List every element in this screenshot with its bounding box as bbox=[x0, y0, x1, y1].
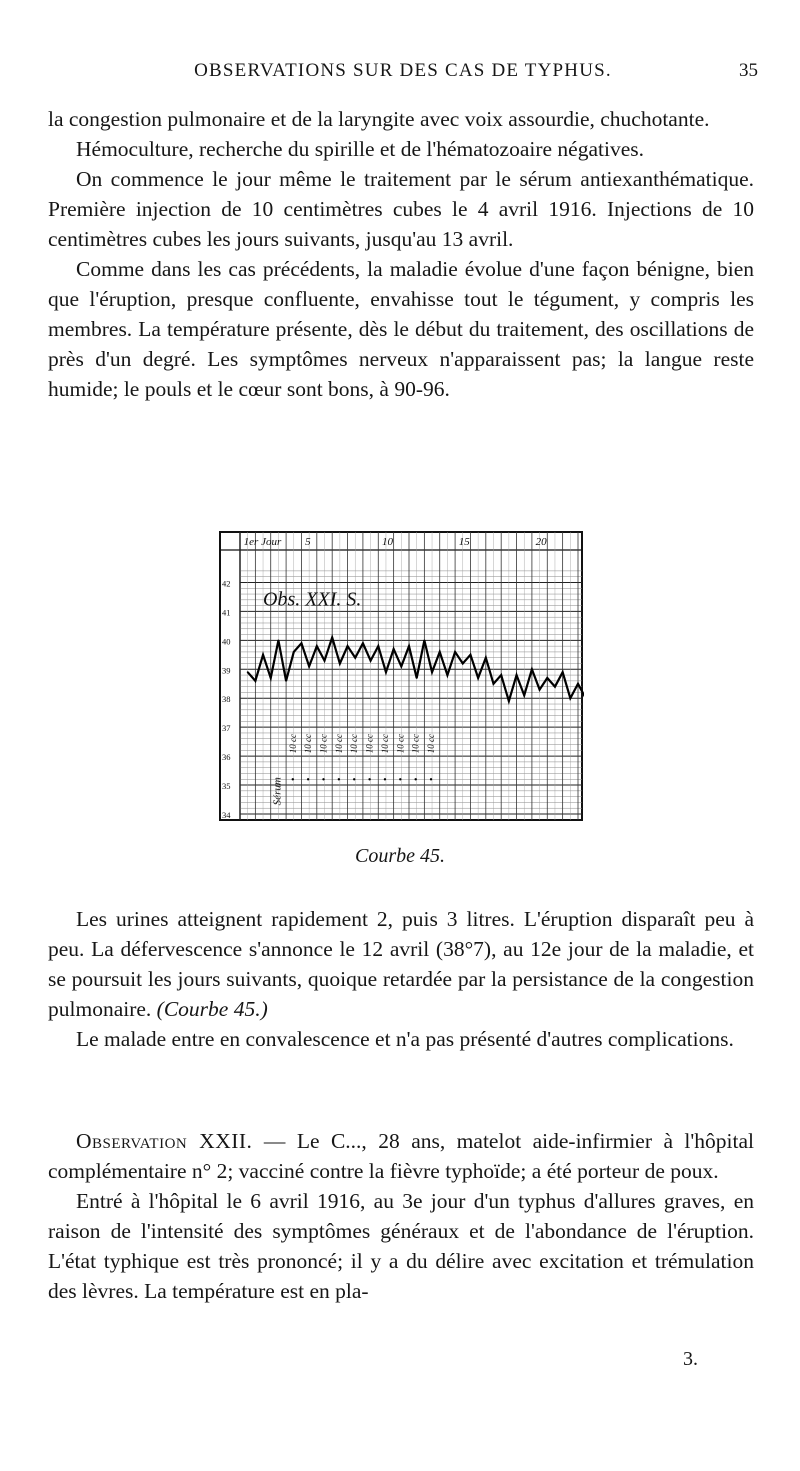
serum-dose-label: 10 cc bbox=[318, 733, 329, 754]
temperature-point bbox=[500, 674, 502, 676]
temperature-point bbox=[377, 645, 379, 647]
temperature-point bbox=[339, 663, 341, 665]
temperature-point bbox=[247, 671, 249, 673]
day-label: 10 bbox=[381, 536, 393, 548]
temperature-point bbox=[439, 651, 441, 653]
temperature-point bbox=[539, 689, 541, 691]
day-label: 5 bbox=[305, 536, 311, 548]
temperature-point bbox=[278, 639, 280, 641]
temperature-point bbox=[454, 651, 456, 653]
y-tick-label: 38 bbox=[222, 694, 231, 705]
temperature-line bbox=[248, 637, 584, 741]
temperature-point bbox=[354, 657, 356, 659]
temperature-point bbox=[562, 671, 564, 673]
serum-dose-mark bbox=[384, 778, 386, 780]
serum-dose-mark bbox=[430, 778, 432, 780]
temperature-point bbox=[362, 642, 364, 644]
serum-dose-label: 10 cc bbox=[287, 733, 298, 754]
observation-block bbox=[48, 1126, 754, 1306]
serum-dose-label: 10 cc bbox=[410, 733, 421, 754]
y-tick-label: 40 bbox=[222, 636, 231, 647]
temperature-point bbox=[301, 642, 303, 644]
temperature-point bbox=[523, 694, 525, 696]
y-tick-label: 37 bbox=[222, 723, 231, 734]
serum-dose-mark bbox=[353, 778, 355, 780]
paragraph-5-text: Les urines atteignent rapidement 2, puis 3 litres. L'éruption disparaît peu à peu. La défervescence s'annonce le 12 avril (38°7), au 12e jour de la maladie, et se poursuit les jours suivants, quoique retardée par la persistance de la congestion pulmonaire. bbox=[48, 907, 754, 1021]
paragraph-3: On commence le jour même le traitement par le sérum antiexanthématique. Première injection de 10 centimètres cubes le 4 avril 1916. Injections de 10 centimètres cubes les jours suivants, jusqu'au 13 avril. bbox=[48, 167, 754, 251]
serum-label: Sérum bbox=[271, 777, 284, 806]
observation-text: — Le C..., 28 ans, matelot aide-infirmier à l'hôpital complémentaire n° 2; vacciné contre la fièvre typhoïde; a été porteur de poux. bbox=[48, 1129, 754, 1183]
temperature-point bbox=[347, 645, 349, 647]
page-number: 35 bbox=[739, 60, 758, 81]
curve-reference: (Courbe 45.) bbox=[156, 997, 268, 1021]
temperature-point bbox=[393, 648, 395, 650]
temperature-point bbox=[308, 666, 310, 668]
serum-dose-mark bbox=[414, 778, 416, 780]
y-tick-label: 39 bbox=[222, 665, 231, 676]
paragraph-5 bbox=[48, 904, 754, 1024]
temperature-point bbox=[531, 668, 533, 670]
temperature-chart bbox=[218, 530, 584, 822]
observation-paragraph-2: Entré à l'hôpital le 6 avril 1916, au 3e jour d'un typhus d'allures graves, en raison de l'intensité des symptômes généraux et de l'abondance de l'éruption. L'état typhique est très prononcé; il y a du délire avec excitation et trémulation des lèvres. La température est en pla- bbox=[48, 1189, 754, 1303]
temperature-point bbox=[408, 645, 410, 647]
chart-caption: Courbe 45. bbox=[355, 845, 445, 867]
temperature-point bbox=[293, 651, 295, 653]
signature-mark: 3. bbox=[683, 1348, 698, 1370]
temperature-point bbox=[431, 671, 433, 673]
temperature-point bbox=[577, 683, 579, 685]
temperature-point bbox=[262, 654, 264, 656]
serum-dose-label: 10 cc bbox=[333, 733, 344, 754]
temperature-point bbox=[385, 671, 387, 673]
temperature-point bbox=[470, 654, 472, 656]
temperature-point bbox=[516, 674, 518, 676]
chart-border bbox=[220, 532, 582, 820]
day-label: 20 bbox=[535, 536, 547, 548]
temperature-point bbox=[477, 677, 479, 679]
temperature-point bbox=[254, 680, 256, 682]
temperature-point bbox=[324, 660, 326, 662]
temperature-point bbox=[416, 677, 418, 679]
serum-dose-mark bbox=[322, 778, 324, 780]
observation-paragraph bbox=[48, 1126, 754, 1186]
temperature-point bbox=[508, 700, 510, 702]
y-tick-label: 35 bbox=[222, 781, 231, 792]
temperature-point bbox=[370, 660, 372, 662]
serum-dose-label: 10 cc bbox=[364, 733, 375, 754]
y-tick-label: 41 bbox=[222, 607, 231, 618]
serum-dose-label: 10 cc bbox=[349, 733, 360, 754]
serum-dose-label: 10 cc bbox=[426, 733, 437, 754]
serum-dose-label: 10 cc bbox=[395, 733, 406, 754]
temperature-point bbox=[331, 637, 333, 639]
temperature-point bbox=[285, 680, 287, 682]
y-tick-label: 36 bbox=[222, 752, 231, 763]
serum-dose-mark bbox=[338, 778, 340, 780]
observation-heading: Observation XXII. bbox=[76, 1129, 253, 1153]
temperature-point bbox=[423, 639, 425, 641]
day-label: 1er Jour bbox=[243, 536, 282, 548]
temperature-point bbox=[554, 686, 556, 688]
text-block-top bbox=[48, 104, 754, 404]
temperature-point bbox=[447, 674, 449, 676]
text-block-bottom bbox=[48, 904, 754, 1054]
temperature-chart-svg bbox=[218, 530, 584, 822]
serum-dose-mark bbox=[307, 778, 309, 780]
temperature-point bbox=[569, 697, 571, 699]
paragraph-6: Le malade entre en convalescence et n'a pas présenté d'autres complications. bbox=[76, 1027, 734, 1051]
chart-title: Obs. XXI. S. bbox=[263, 588, 362, 611]
temperature-point bbox=[546, 677, 548, 679]
day-label: 15 bbox=[458, 536, 470, 548]
temperature-point bbox=[485, 657, 487, 659]
temperature-point bbox=[316, 645, 318, 647]
paragraph-1: la congestion pulmonaire et de la laryngite avec voix assourdie, chuchotante. bbox=[48, 107, 710, 131]
serum-dose-mark bbox=[399, 778, 401, 780]
y-tick-label: 34 bbox=[222, 810, 231, 820]
serum-dose-label: 10 cc bbox=[379, 733, 390, 754]
serum-dose-label: 10 cc bbox=[303, 733, 314, 754]
temperature-point bbox=[270, 677, 272, 679]
temperature-point bbox=[493, 683, 495, 685]
paragraph-2: Hémoculture, recherche du spirille et de l'hématozoaire négatives. bbox=[76, 137, 644, 161]
serum-dose-mark bbox=[368, 778, 370, 780]
running-title: OBSERVATIONS SUR DES CAS DE TYPHUS. bbox=[194, 60, 612, 81]
y-tick-label: 42 bbox=[222, 578, 231, 589]
running-head bbox=[48, 60, 758, 88]
serum-dose-mark bbox=[292, 778, 294, 780]
temperature-point bbox=[400, 666, 402, 668]
temperature-point bbox=[462, 663, 464, 665]
paragraph-4: Comme dans les cas précédents, la maladie évolue d'une façon bénigne, bien que l'éruption, presque confluente, envahisse tout le tégument, y compris les membres. La température présente, dès le début du traitement, des oscillations de près d'un degré. Les symptômes nerveux n'apparaissent pas; la langue reste humide; le pouls et le cœur sont bons, à 90-96. bbox=[48, 257, 754, 401]
